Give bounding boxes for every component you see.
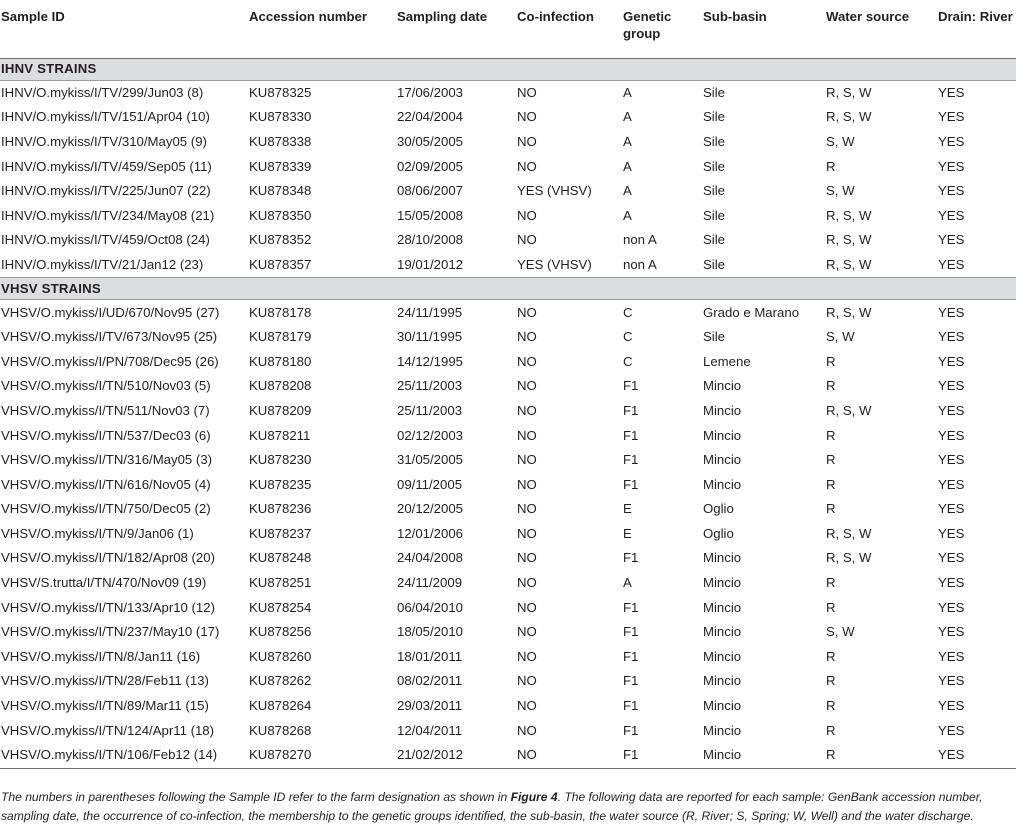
column-header-line: Drain: River xyxy=(938,9,1013,24)
cell-sub-basin: Sile xyxy=(703,232,725,248)
cell-water-source: R xyxy=(826,722,836,738)
cell-water-source: R xyxy=(826,648,836,664)
cell-genetic-group: F1 xyxy=(623,698,639,714)
table-row xyxy=(0,399,1016,424)
cell-genetic-group: F1 xyxy=(623,722,639,738)
cell-genetic-group: E xyxy=(623,501,632,517)
cell-accession-number: KU878352 xyxy=(249,232,312,248)
cell-drain-river: YES xyxy=(938,525,965,541)
cell-genetic-group: C xyxy=(623,329,633,345)
cell-accession-number: KU878178 xyxy=(249,304,312,320)
cell-genetic-group: F1 xyxy=(623,476,639,492)
table-row xyxy=(0,694,1016,719)
cell-co-infection: NO xyxy=(517,698,537,714)
cell-genetic-group: A xyxy=(623,183,632,199)
cell-sample-id: VHSV/O.mykiss/I/TN/616/Nov05 (4) xyxy=(1,476,211,492)
cell-genetic-group: F1 xyxy=(623,452,639,468)
cell-accession-number: KU878236 xyxy=(249,501,312,517)
cell-sample-id: VHSV/O.mykiss/I/TN/106/Feb12 (14) xyxy=(0,743,248,768)
section-header-row xyxy=(0,58,1016,80)
footnote-text-end: . The following data are reported for each sample: GenBank accession number, sampling date, the occurrence of co-infection, the membership to the genetic groups identified, the sub-basin, the water source (R, River; S, Spring; W, Well) and the water discharge. xyxy=(1,790,983,824)
cell-water-source: R, S, W xyxy=(826,84,872,100)
cell-accession-number: KU878350 xyxy=(249,207,312,223)
cell-drain-river: YES xyxy=(938,648,965,664)
cell-sampling-date: 24/11/1995 xyxy=(397,304,463,320)
cell-co-infection: NO xyxy=(517,84,537,100)
cell-drain-river: YES xyxy=(938,427,965,443)
cell-co-infection: NO xyxy=(517,599,537,615)
cell-genetic-group: E xyxy=(623,525,632,541)
cell-water-source: R, S, W xyxy=(826,232,872,248)
cell-sampling-date: 02/09/2005 xyxy=(397,158,464,174)
column-header-sampling-date xyxy=(396,0,516,58)
cell-genetic-group: F1 xyxy=(623,673,639,689)
cell-accession-number: KU878268 xyxy=(249,722,312,738)
cell-co-infection: NO xyxy=(517,427,537,443)
cell-drain-river: YES xyxy=(938,133,965,149)
cell-sampling-date: 15/05/2008 xyxy=(397,207,464,223)
cell-co-infection: NO xyxy=(517,207,537,223)
cell-accession-number: KU878330 xyxy=(249,109,312,125)
cell-sub-basin: Mincio xyxy=(703,722,742,738)
table-body xyxy=(0,58,1016,768)
table-row xyxy=(0,80,1016,105)
cell-accession-number: KU878254 xyxy=(249,599,312,615)
section-title: IHNV STRAINS xyxy=(0,58,1016,80)
cell-genetic-group: F1 xyxy=(623,402,639,418)
cell-sampling-date: 12/01/2006 xyxy=(397,525,464,541)
cell-sub-basin: Mincio xyxy=(703,476,742,492)
cell-drain-river: YES xyxy=(938,232,965,248)
cell-genetic-group: C xyxy=(623,353,633,369)
cell-drain-river: YES xyxy=(938,402,965,418)
table-row xyxy=(0,571,1016,596)
cell-drain-river: YES xyxy=(938,109,965,125)
cell-co-infection: NO xyxy=(517,525,537,541)
cell-accession-number: KU878179 xyxy=(249,329,312,345)
cell-sub-basin: Mincio xyxy=(702,743,825,768)
section-header-row xyxy=(0,278,1016,300)
cell-sub-basin: Mincio xyxy=(703,550,742,566)
cell-genetic-group: F1 xyxy=(622,743,702,768)
table-row xyxy=(0,325,1016,350)
table-row xyxy=(0,423,1016,448)
cell-accession-number: KU878209 xyxy=(249,402,312,418)
cell-water-source: R, S, W xyxy=(826,207,872,223)
figure-reference: Figure 4 xyxy=(510,790,558,805)
cell-water-source: R xyxy=(826,698,836,714)
cell-drain-river: YES xyxy=(938,673,965,689)
cell-co-infection: NO xyxy=(516,743,622,768)
cell-drain-river: YES xyxy=(938,476,965,492)
cell-water-source: R xyxy=(826,575,836,591)
cell-sample-id: IHNV/O.mykiss/I/TV/459/Oct08 (24) xyxy=(1,232,210,248)
cell-sampling-date: 18/01/2011 xyxy=(397,648,463,664)
cell-sample-id: IHNV/O.mykiss/I/TV/459/Sep05 (11) xyxy=(1,158,212,174)
cell-sampling-date: 17/06/2003 xyxy=(397,84,464,100)
cell-co-infection: NO xyxy=(517,109,537,125)
cell-sample-id: VHSV/O.mykiss/I/TN/9/Jan06 (1) xyxy=(1,525,194,541)
table-row xyxy=(0,253,1016,278)
cell-accession-number: KU878248 xyxy=(249,550,312,566)
table-row xyxy=(0,743,1016,768)
cell-sample-id: VHSV/O.mykiss/I/TN/124/Apr11 (18) xyxy=(1,722,215,738)
cell-co-infection: NO xyxy=(517,624,537,640)
column-header-line: Sub-basin xyxy=(703,9,767,24)
cell-sub-basin: Sile xyxy=(703,84,725,100)
table-row xyxy=(0,374,1016,399)
column-header-line: group xyxy=(623,26,661,41)
cell-drain-river: YES xyxy=(938,599,965,615)
cell-sub-basin: Lemene xyxy=(703,353,751,369)
cell-co-infection: NO xyxy=(517,501,537,517)
table-row xyxy=(0,105,1016,130)
table-row xyxy=(0,349,1016,374)
cell-genetic-group: non A xyxy=(623,232,657,248)
cell-accession-number: KU878251 xyxy=(249,575,312,591)
cell-sampling-date: 12/04/2011 xyxy=(397,722,463,738)
column-header-accession-number xyxy=(248,0,396,58)
cell-drain-river: YES xyxy=(938,550,965,566)
table-row xyxy=(0,497,1016,522)
cell-co-infection: NO xyxy=(517,232,537,248)
cell-sampling-date: 08/02/2011 xyxy=(397,673,463,689)
cell-sample-id: VHSV/O.mykiss/I/TN/316/May05 (3) xyxy=(1,452,213,468)
table-row xyxy=(0,448,1016,473)
cell-sub-basin: Mincio xyxy=(703,648,742,664)
cell-accession-number: KU878264 xyxy=(249,698,312,714)
table-row xyxy=(0,645,1016,670)
cell-sampling-date: 02/12/2003 xyxy=(397,427,464,443)
column-header-water-source xyxy=(825,0,937,58)
cell-genetic-group: A xyxy=(623,133,632,149)
column-header-line: Water source xyxy=(826,9,910,24)
cell-sample-id: IHNV/O.mykiss/I/TV/299/Jun03 (8) xyxy=(1,84,204,100)
cell-co-infection: YES (VHSV) xyxy=(517,256,592,272)
cell-co-infection: NO xyxy=(517,158,537,174)
cell-sub-basin: Sile xyxy=(703,329,725,345)
cell-water-source: R, S, W xyxy=(826,550,872,566)
cell-water-source: S, W xyxy=(826,624,855,640)
cell-sub-basin: Mincio xyxy=(703,599,742,615)
cell-water-source: R xyxy=(826,476,836,492)
cell-co-infection: YES (VHSV) xyxy=(517,183,592,199)
cell-accession-number: KU878357 xyxy=(249,256,312,272)
column-header-sample-id xyxy=(0,0,248,58)
cell-sub-basin: Sile xyxy=(703,183,725,199)
cell-co-infection: NO xyxy=(517,722,537,738)
cell-accession-number: KU878262 xyxy=(249,673,312,689)
cell-genetic-group: F1 xyxy=(623,599,639,615)
cell-water-source: S, W xyxy=(826,329,855,345)
cell-drain-river: YES xyxy=(938,256,965,272)
cell-accession-number: KU878325 xyxy=(249,84,312,100)
cell-accession-number: KU878256 xyxy=(249,624,312,640)
table-row xyxy=(0,472,1016,497)
table-footnote xyxy=(1,788,1015,826)
cell-sub-basin: Sile xyxy=(703,109,725,125)
cell-sampling-date: 20/12/2005 xyxy=(397,501,464,517)
cell-sample-id: VHSV/O.mykiss/I/UD/670/Nov95 (27) xyxy=(1,304,220,320)
cell-water-source: R xyxy=(826,673,836,689)
cell-sub-basin: Sile xyxy=(703,158,725,174)
cell-sub-basin: Oglio xyxy=(703,525,734,541)
cell-water-source: R, S, W xyxy=(826,109,872,125)
cell-water-source: R, S, W xyxy=(826,402,872,418)
column-header-line: Sample ID xyxy=(1,9,65,24)
cell-sample-id: IHNV/O.mykiss/I/TV/21/Jan12 (23) xyxy=(1,256,204,272)
table-row xyxy=(0,300,1016,325)
table-row xyxy=(0,154,1016,179)
cell-sampling-date: 30/11/1995 xyxy=(397,329,463,345)
footnote-text-start: The numbers in parentheses following the Sample ID refer to the farm designation as shown in xyxy=(1,790,511,805)
cell-genetic-group: A xyxy=(623,109,632,125)
cell-water-source: R xyxy=(826,501,836,517)
cell-water-source: R xyxy=(826,599,836,615)
cell-sampling-date: 24/04/2008 xyxy=(397,550,464,566)
cell-sample-id: VHSV/O.mykiss/I/TN/133/Apr10 (12) xyxy=(1,599,215,615)
cell-genetic-group: F1 xyxy=(623,648,639,664)
cell-accession-number: KU878339 xyxy=(249,158,312,174)
cell-sub-basin: Sile xyxy=(703,256,725,272)
cell-accession-number: KU878270 xyxy=(248,743,396,768)
cell-sampling-date: 19/01/2012 xyxy=(397,256,464,272)
header-row xyxy=(0,0,1016,58)
column-header-line: Genetic xyxy=(623,9,672,24)
cell-drain-river: YES xyxy=(938,183,965,199)
cell-co-infection: NO xyxy=(517,402,537,418)
cell-sampling-date: 06/04/2010 xyxy=(397,599,464,615)
cell-drain-river: YES xyxy=(938,722,965,738)
cell-sampling-date: 09/11/2005 xyxy=(397,476,463,492)
cell-genetic-group: non A xyxy=(623,256,657,272)
cell-water-source: R xyxy=(826,427,836,443)
cell-sample-id: VHSV/O.mykiss/I/TN/89/Mar11 (15) xyxy=(1,698,209,714)
cell-sub-basin: Mincio xyxy=(703,452,742,468)
cell-accession-number: KU878230 xyxy=(249,452,312,468)
table-row xyxy=(0,669,1016,694)
cell-accession-number: KU878211 xyxy=(249,427,311,443)
cell-drain-river: YES xyxy=(938,698,965,714)
cell-drain-river: YES xyxy=(937,743,1016,768)
column-header-genetic-group xyxy=(622,0,702,58)
column-header-sub-basin xyxy=(702,0,825,58)
cell-co-infection: NO xyxy=(517,648,537,664)
column-header-line: Sampling date xyxy=(397,9,488,24)
cell-drain-river: YES xyxy=(938,378,965,394)
cell-accession-number: KU878235 xyxy=(249,476,312,492)
cell-sample-id: IHNV/O.mykiss/I/TV/234/May08 (21) xyxy=(1,207,215,223)
table-row xyxy=(0,203,1016,228)
table-row xyxy=(0,620,1016,645)
cell-drain-river: YES xyxy=(938,158,965,174)
column-header-line: Accession number xyxy=(249,9,367,24)
cell-sub-basin: Oglio xyxy=(703,501,734,517)
cell-water-source: R, S, W xyxy=(826,525,872,541)
section-title: VHSV STRAINS xyxy=(0,278,1016,300)
cell-sampling-date: 31/05/2005 xyxy=(397,452,464,468)
table-row xyxy=(0,718,1016,743)
cell-sub-basin: Mincio xyxy=(703,402,742,418)
cell-water-source: R xyxy=(825,743,937,768)
cell-drain-river: YES xyxy=(938,329,965,345)
cell-sub-basin: Sile xyxy=(703,207,725,223)
cell-accession-number: KU878180 xyxy=(249,353,312,369)
cell-water-source: R xyxy=(826,378,836,394)
table-row xyxy=(0,179,1016,204)
cell-accession-number: KU878237 xyxy=(249,525,312,541)
cell-sample-id: VHSV/O.mykiss/I/TN/511/Nov03 (7) xyxy=(1,402,210,418)
cell-drain-river: YES xyxy=(938,207,965,223)
cell-sub-basin: Mincio xyxy=(703,575,742,591)
cell-water-source: S, W xyxy=(826,183,855,199)
table-row xyxy=(0,595,1016,620)
cell-sub-basin: Mincio xyxy=(703,624,742,640)
cell-sampling-date: 30/05/2005 xyxy=(397,133,464,149)
cell-water-source: R xyxy=(826,353,836,369)
cell-sample-id: VHSV/O.mykiss/I/TN/750/Dec05 (2) xyxy=(1,501,211,517)
cell-sub-basin: Grado e Marano xyxy=(703,304,800,320)
cell-accession-number: KU878208 xyxy=(249,378,312,394)
cell-genetic-group: F1 xyxy=(623,624,639,640)
cell-sub-basin: Mincio xyxy=(703,427,742,443)
cell-genetic-group: F1 xyxy=(623,427,639,443)
cell-sample-id: IHNV/O.mykiss/I/TV/151/Apr04 (10) xyxy=(1,109,210,125)
cell-genetic-group: A xyxy=(623,207,632,223)
cell-genetic-group: F1 xyxy=(623,378,639,394)
cell-sampling-date: 21/02/2012 xyxy=(396,743,516,768)
cell-accession-number: KU878260 xyxy=(249,648,312,664)
cell-sample-id: IHNV/O.mykiss/I/TV/310/May05 (9) xyxy=(1,133,207,149)
cell-genetic-group: C xyxy=(623,304,633,320)
cell-genetic-group: A xyxy=(623,158,632,174)
cell-co-infection: NO xyxy=(517,304,537,320)
cell-genetic-group: A xyxy=(623,575,632,591)
cell-co-infection: NO xyxy=(517,673,537,689)
column-header-co-infection xyxy=(516,0,622,58)
cell-sampling-date: 25/11/2003 xyxy=(397,402,463,418)
cell-sample-id: VHSV/O.mykiss/I/TN/182/Apr08 (20) xyxy=(1,550,215,566)
cell-drain-river: YES xyxy=(938,84,965,100)
cell-co-infection: NO xyxy=(517,575,537,591)
cell-accession-number: KU878348 xyxy=(249,183,312,199)
cell-sample-id: VHSV/S.trutta/I/TN/470/Nov09 (19) xyxy=(1,575,207,591)
cell-sample-id: IHNV/O.mykiss/I/TV/225/Jun07 (22) xyxy=(1,183,211,199)
cell-sampling-date: 28/10/2008 xyxy=(397,232,464,248)
cell-sampling-date: 08/06/2007 xyxy=(397,183,464,199)
cell-drain-river: YES xyxy=(938,353,965,369)
cell-accession-number: KU878338 xyxy=(249,133,312,149)
column-header-line: Co-infection xyxy=(517,9,594,24)
cell-drain-river: YES xyxy=(938,501,965,517)
cell-sample-id: VHSV/O.mykiss/I/PN/708/Dec95 (26) xyxy=(1,353,219,369)
table-row xyxy=(0,546,1016,571)
cell-co-infection: NO xyxy=(517,353,537,369)
cell-sub-basin: Mincio xyxy=(703,673,742,689)
cell-sampling-date: 14/12/1995 xyxy=(397,353,464,369)
cell-water-source: R, S, W xyxy=(826,304,872,320)
table-header xyxy=(0,0,1016,58)
cell-sampling-date: 29/03/2011 xyxy=(397,698,463,714)
cell-sampling-date: 18/05/2010 xyxy=(397,624,464,640)
cell-sample-id: VHSV/O.mykiss/I/TN/237/May10 (17) xyxy=(1,624,220,640)
cell-sampling-date: 24/11/2009 xyxy=(397,575,463,591)
cell-sub-basin: Sile xyxy=(703,133,725,149)
cell-co-infection: NO xyxy=(517,476,537,492)
cell-drain-river: YES xyxy=(938,452,965,468)
cell-sample-id: VHSV/O.mykiss/I/TN/510/Nov03 (5) xyxy=(1,378,211,394)
table-row xyxy=(0,228,1016,253)
cell-water-source: R xyxy=(826,158,836,174)
cell-genetic-group: F1 xyxy=(623,550,639,566)
cell-sample-id: VHSV/O.mykiss/I/TN/537/Dec03 (6) xyxy=(1,427,211,443)
table-row xyxy=(0,522,1016,547)
cell-sample-id: VHSV/O.mykiss/I/TN/28/Feb11 (13) xyxy=(1,673,209,689)
column-header-drain-river xyxy=(937,0,1016,58)
cell-sub-basin: Mincio xyxy=(703,698,742,714)
table-row xyxy=(0,130,1016,155)
cell-water-source: R xyxy=(826,452,836,468)
cell-co-infection: NO xyxy=(517,378,537,394)
cell-co-infection: NO xyxy=(517,452,537,468)
cell-drain-river: YES xyxy=(938,575,965,591)
cell-drain-river: YES xyxy=(938,624,965,640)
cell-sub-basin: Mincio xyxy=(703,378,742,394)
cell-sampling-date: 25/11/2003 xyxy=(397,378,463,394)
cell-water-source: S, W xyxy=(826,133,855,149)
cell-genetic-group: A xyxy=(623,84,632,100)
cell-co-infection: NO xyxy=(517,133,537,149)
cell-water-source: R, S, W xyxy=(826,256,872,272)
cell-drain-river: YES xyxy=(938,304,965,320)
cell-co-infection: NO xyxy=(517,329,537,345)
cell-sample-id: VHSV/O.mykiss/I/TV/673/Nov95 (25) xyxy=(1,329,218,345)
cell-co-infection: NO xyxy=(517,550,537,566)
cell-sampling-date: 22/04/2004 xyxy=(397,109,464,125)
cell-sample-id: VHSV/O.mykiss/I/TN/8/Jan11 (16) xyxy=(1,648,201,664)
